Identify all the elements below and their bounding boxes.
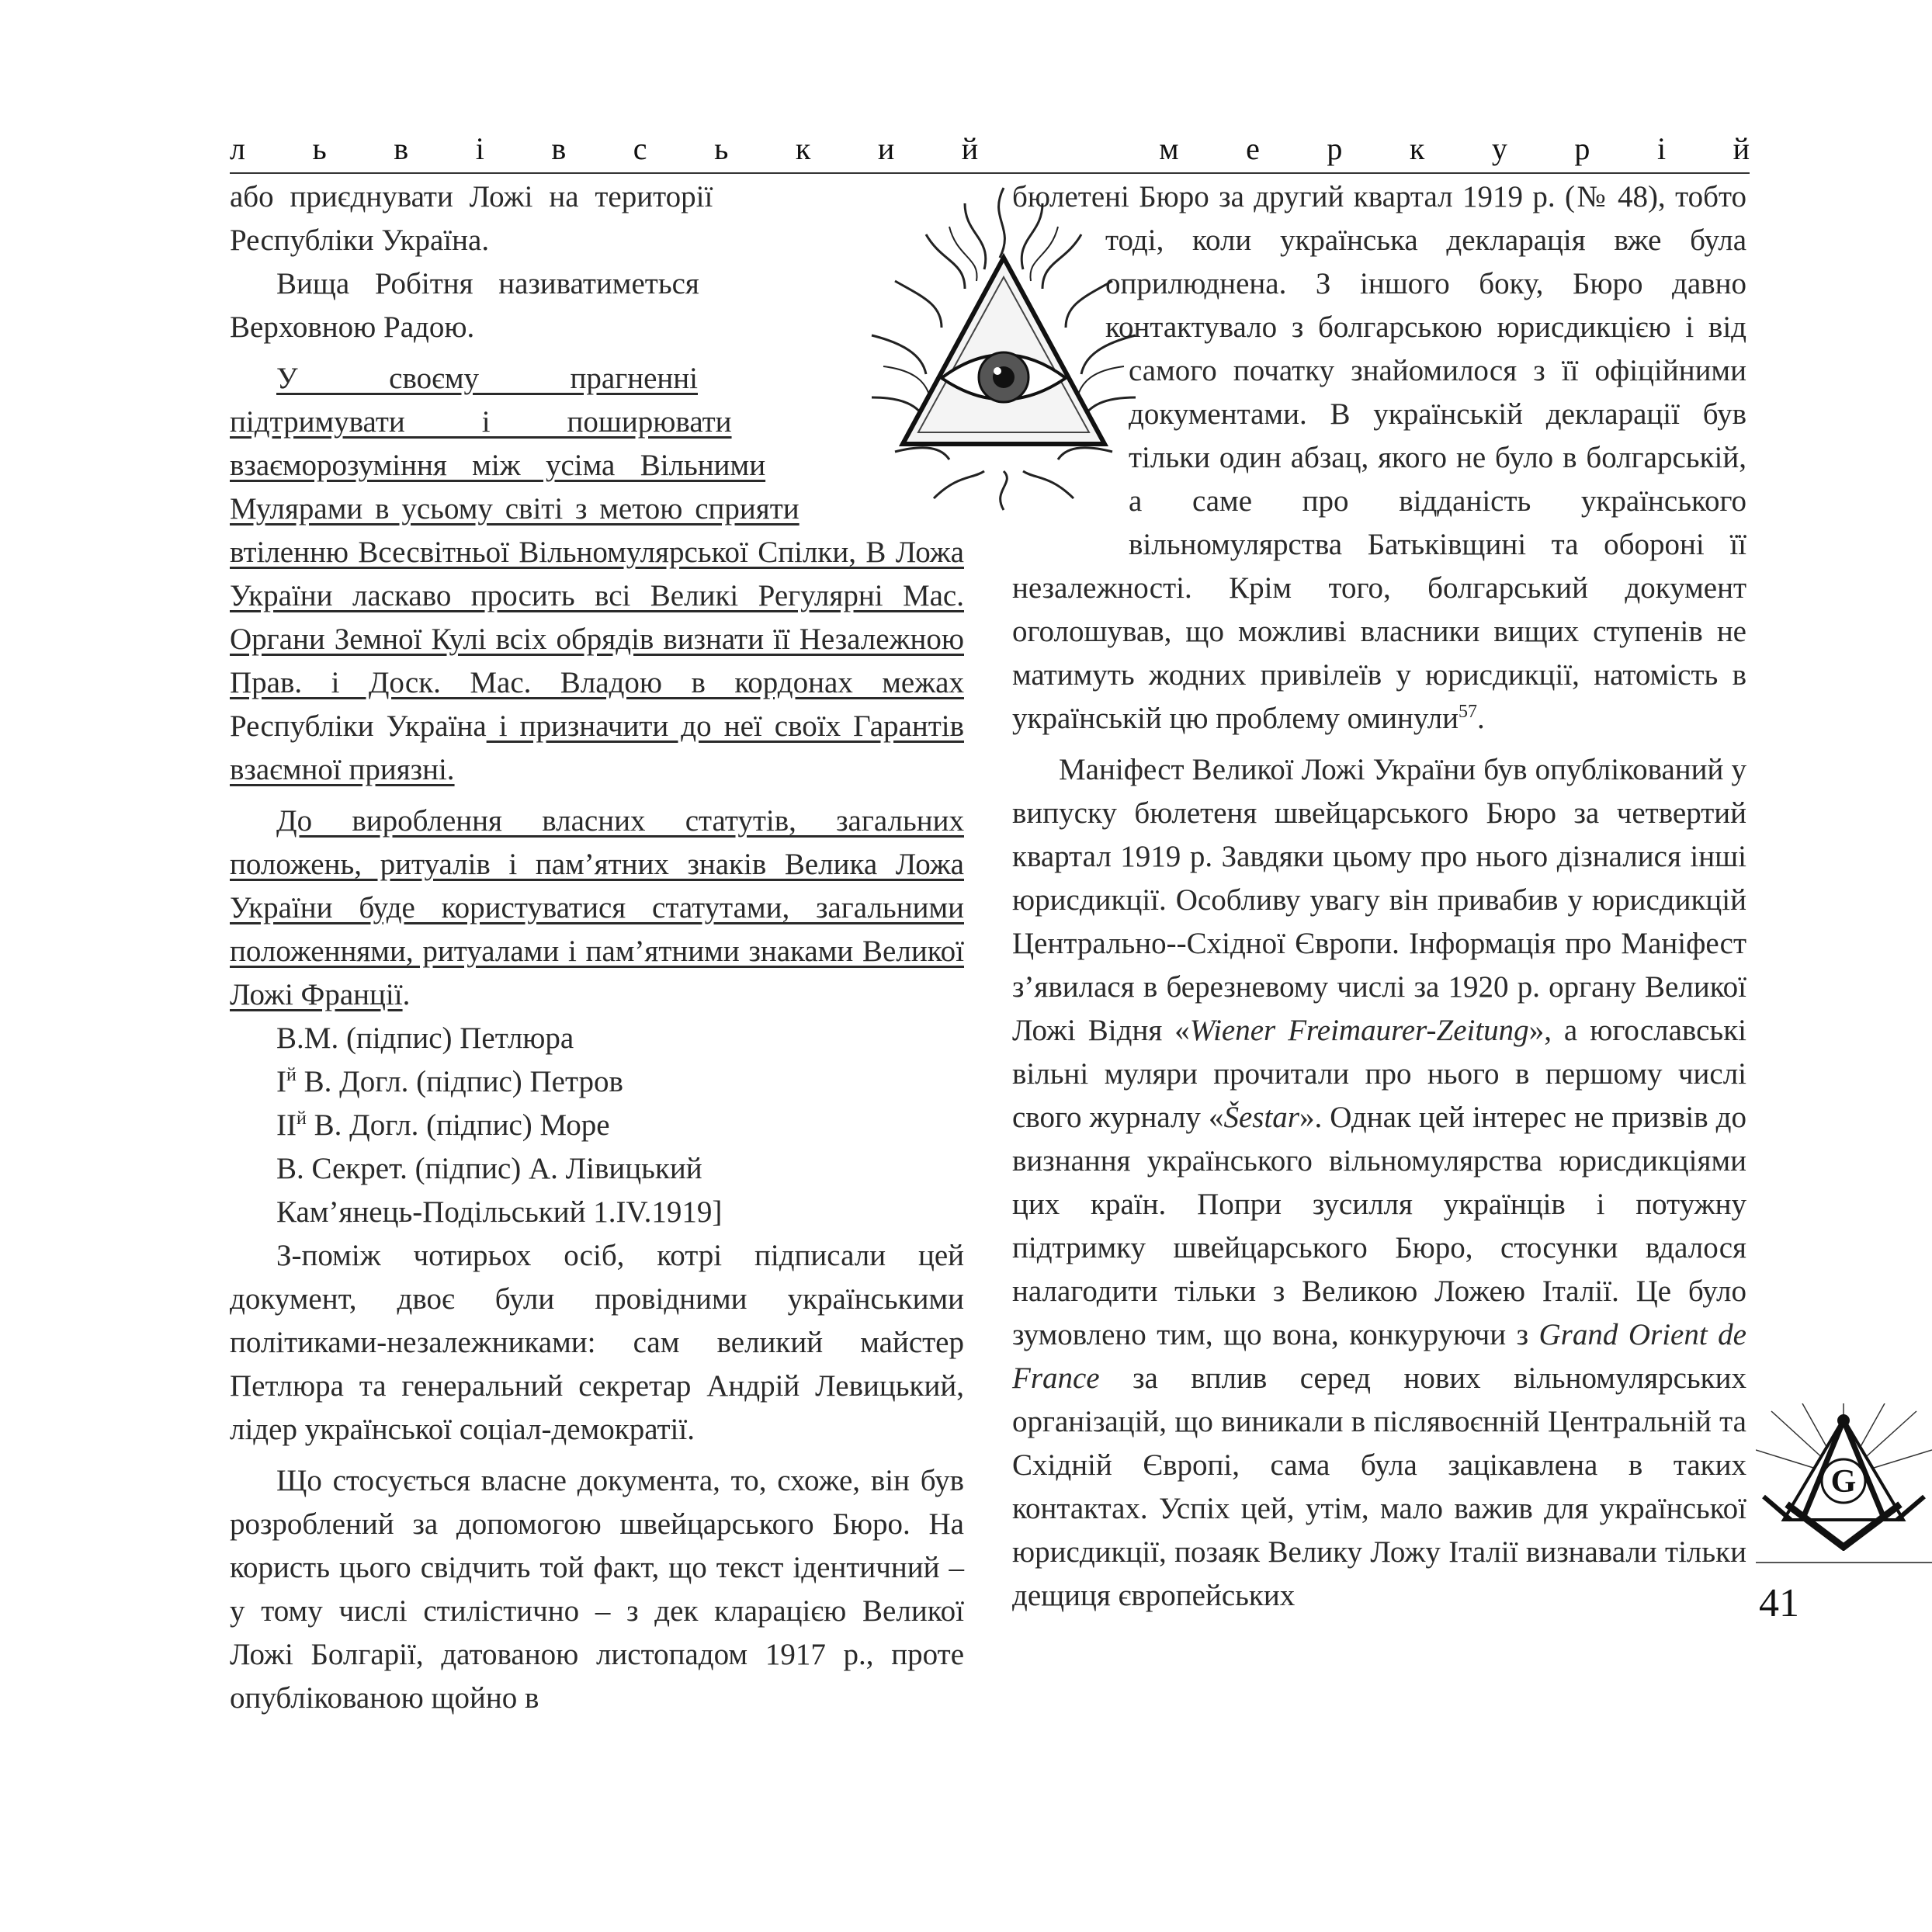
header-spacer xyxy=(1046,130,1092,174)
header-letter: в xyxy=(551,131,567,166)
signature-line: Кам’янець-Подільський 1.IV.1919] xyxy=(276,1195,723,1229)
signature-text: І xyxy=(276,1065,286,1098)
paragraph-text: Маніфест Великої Ложі України був опублікований у випуску бюлетеня швейцарського Бюро за четвертий квартал 1919 р. Завдяки цьому про нього дізналися інші юрисдикції. Особливу увагу він привабив у юрисдикцій Центрально--Східної Європи. Інформація про Маніфест з’явилася в березневому числі за 1920 р. органу Великої Ложі Відня « xyxy=(1012,753,1746,1047)
eye-of-providence-icon xyxy=(848,180,1160,514)
signature-line: В. Секрет. (підпис) А. Лівицький xyxy=(276,1152,702,1185)
signature-superscript: й xyxy=(296,1108,307,1129)
header-letter: л xyxy=(230,131,245,166)
plain-text: Республіки Україна xyxy=(230,709,487,743)
header-rule xyxy=(230,172,1750,174)
paragraph-text: ». Однак цей інтерес не призвів до визнання українського вільномулярства юрисдикціями цих країн. Попри зусилля українців і потужну підтримку швейцарського Бюро, стосунки вдалося налагодити тільки з Великою Ложею Італії. Це було зумовлено тим, що вона, конкуруючи з xyxy=(1012,1101,1746,1351)
signature-superscript: й xyxy=(286,1065,297,1085)
paragraph xyxy=(1012,748,1746,1618)
header-letter: і xyxy=(1656,131,1667,166)
footnote-ref: 57 xyxy=(1458,702,1477,722)
header-letter: й xyxy=(1733,131,1750,166)
paragraph-text: », а югославські вільні муляри прочитали про нього в першому числі свого журналу « xyxy=(1012,1014,1746,1134)
italic-title: Wiener Freimaurer-Zeitung xyxy=(1189,1014,1529,1047)
signature-text: В. Догл. (підпис) Море xyxy=(306,1108,610,1142)
header-letter: ь xyxy=(312,131,327,166)
header-letter: в xyxy=(394,131,409,166)
paragraph: Вища Робітня називатиметься Верховною Радою. xyxy=(230,267,699,344)
underlined-text: У своєму прагненні підтримувати і поширювати взаєморозуміння між усіма Вільними Мулярами в усьому світі з метою сприяти втіленню Всесвітньої Вільномулярської Спілки, В Ложа України ласкаво просить всі Великі Регулярні Мас. Органи Земної Кулі всіх обрядів визнати її Незалежною Прав. і Доск. Мас. Владою в кордонах межах xyxy=(230,362,964,699)
page-number-rule xyxy=(1756,1562,1932,1563)
paragraph-text: . xyxy=(1476,702,1485,735)
signature-line xyxy=(230,1060,964,1104)
signature-line: В.М. (підпис) Петлюра xyxy=(276,1021,574,1055)
paragraph: Що стосується власне документа, то, схоже, він був розроблений за допомогою швейцарського Бюро. На користь цього свідчить той факт, що текст ідентичний – у тому числі стилістично – з дек кларацією Великої Ложі Болгарії, датованою листопадом 1917 р., проте опублікованою щойно в xyxy=(230,1464,964,1715)
running-header xyxy=(230,130,1750,174)
italic-title: Šestar xyxy=(1223,1101,1299,1134)
underlined-text: і призначити до неї своїх Гарантів взаємної приязні. xyxy=(230,709,964,786)
header-letter: і xyxy=(475,131,484,166)
plain-text: . xyxy=(402,978,411,1011)
paragraph: З-поміж чотирьох осіб, котрі підписали цей документ, двоє були провідними українськими політиками-незалежниками: сам великий майстер Петлюра та генеральний секретар Андрій Левицький, лідер української соціал-демократії. xyxy=(230,1239,964,1446)
paragraph-underlined xyxy=(230,800,964,1017)
underlined-text: До вироблення власних статутів, загальних положень, ритуалів і пам’ятних знаків Велика Ложа України буде користуватися статутами, загальними положеннями, ритуалами і пам’ятними знаками Великої Ложі Франції xyxy=(230,804,964,1011)
paragraph: або приєднувати Ложі на території Республіки Україна. xyxy=(230,180,713,257)
signature-line xyxy=(230,1104,964,1147)
paragraph-text: за вплив серед нових вільномулярських організацій, що виникали в післявоєнній Центральній та Східній Європі, сама була зацікавлена в таких контактах. Успіх цей, утім, мало важив для української юрисдикції, позаяк Велику Ложу Італії визнавали тільки дещиця європейських xyxy=(1012,1361,1746,1612)
emblem-letter: G xyxy=(1830,1464,1857,1500)
masonic-square-compass-icon xyxy=(1756,1403,1932,1551)
header-letter: к xyxy=(795,131,811,166)
header-letter: р xyxy=(1574,131,1590,166)
header-letter: е xyxy=(1246,131,1260,166)
header-letter: й xyxy=(961,131,979,166)
header-letter: м xyxy=(1159,131,1179,166)
header-letter: у xyxy=(1491,131,1507,166)
header-letter: ь xyxy=(714,131,729,166)
signature-text: В. Догл. (підпис) Петров xyxy=(296,1065,623,1098)
page-number: 41 xyxy=(1759,1581,1799,1625)
header-letter: с xyxy=(633,131,647,166)
italic-title: Grand Orient de France xyxy=(1012,1318,1746,1395)
header-letter: к xyxy=(1409,131,1425,166)
paragraph-text: бюлетені Бюро за другий квартал 1919 р. (№ 48), тобто тоді, коли українська декларація вже була оприлюднена. З іншого боку, Бюро давно контактувало з болгарською юрисдикцією і від самого початку знайомилося з її офіційними документами. В українській декларації був тільки один абзац, якого не було в болгарській, а саме про відданість українського вільномулярства Батьківщині та обороні її незалежності. Крім того, болгарський документ оголошував, що можливі власники вищих ступенів не матимуть жодних привілеїв у юрисдикції, натомість в українській цю проблему оминули xyxy=(1012,180,1746,735)
signature-text: ІІ xyxy=(276,1108,297,1142)
header-letter: и xyxy=(877,131,895,166)
header-letter: р xyxy=(1327,131,1343,166)
